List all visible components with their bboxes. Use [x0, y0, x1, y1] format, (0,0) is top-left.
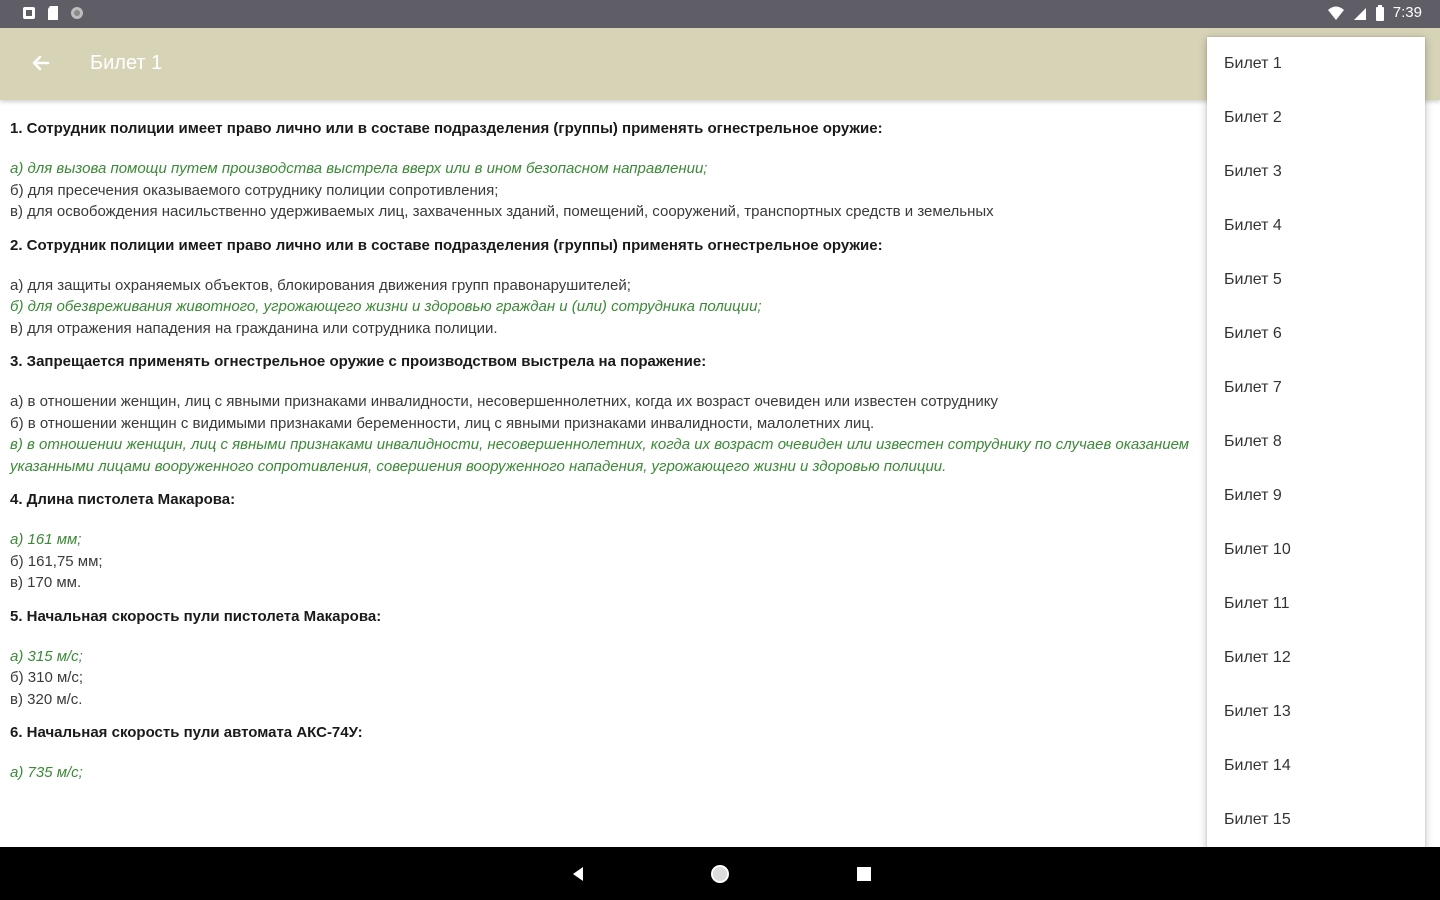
answer-option: б) для пресечения оказываемого сотруднику полиции сопротивления;	[10, 181, 499, 199]
menu-item-ticket-4[interactable]: Билет 4	[1224, 217, 1282, 234]
menu-item-ticket-9[interactable]: Билет 9	[1224, 487, 1282, 504]
wifi-icon	[1327, 5, 1345, 21]
question-text: 4. Длина пистолета Макарова:	[10, 491, 236, 508]
correct-answer: а) 315 м/с;	[10, 647, 83, 665]
menu-item-ticket-3[interactable]: Билет 3	[1224, 163, 1282, 180]
page-title: Билет 1	[90, 52, 163, 74]
answer-option: в) для отражения нападения на гражданина или сотрудника полиции.	[10, 319, 498, 337]
menu-item-ticket-2[interactable]: Билет 2	[1224, 109, 1282, 126]
status-bar-right	[1327, 4, 1422, 21]
correct-answer: б) для обезвреживания животного, угрожающего жизни и здоровью граждан и (или) сотрудника полиции;	[10, 298, 762, 315]
question-text: 5. Начальная скорость пули пистолета Макарова:	[10, 607, 382, 625]
menu-item-ticket-8[interactable]: Билет 8	[1224, 433, 1282, 450]
menu-item-ticket-11[interactable]: Билет 11	[1224, 595, 1290, 612]
notification-icon	[22, 5, 36, 21]
answer-option: б) 161,75 мм;	[10, 552, 103, 570]
correct-answer: в) в отношении женщин, лиц с явными признаками инвалидности, несовершеннолетних, когда их возраст очевиден или известен сотруднику по случаев оказанием указанными лицами вооруженного сопротивления, совершения вооруженного нападения, угрожающего жизни и здоровью полиции.	[10, 436, 1190, 475]
menu-item-ticket-10[interactable]: Билет 10	[1224, 541, 1291, 558]
navigation-bar	[0, 847, 1440, 900]
correct-answer: а) для вызова помощи путем производства выстрела вверх или в ином безопасном направлении;	[10, 160, 708, 177]
menu-item-ticket-12[interactable]: Билет 12	[1224, 649, 1291, 666]
ticket-dropdown-menu[interactable]	[1207, 37, 1425, 850]
menu-item-ticket-7[interactable]: Билет 7	[1224, 379, 1282, 396]
answer-option: а) для защиты охраняемых объектов, блокирования движения групп правонарушителей;	[10, 276, 631, 294]
answer-option: б) в отношении женщин с видимыми признаками беременности, лиц с явными признаками инвалидности, малолетних лиц.	[10, 414, 875, 432]
correct-answer: а) 735 м/с;	[10, 764, 83, 781]
menu-item-ticket-15[interactable]: Билет 15	[1224, 811, 1291, 828]
answer-option: в) 320 м/с.	[10, 690, 83, 708]
nav-recents-icon[interactable]	[851, 861, 877, 887]
nav-home-icon[interactable]	[707, 861, 733, 887]
question-text: 6. Начальная скорость пули автомата АКС-74У:	[10, 724, 363, 741]
question-text: 2. Сотрудник полиции имеет право лично или в составе подразделения (группы) применять огнестрельное оружие:	[10, 236, 883, 254]
nav-back-icon[interactable]	[565, 861, 591, 887]
menu-item-ticket-14[interactable]: Билет 14	[1224, 757, 1291, 774]
menu-item-ticket-5[interactable]: Билет 5	[1224, 271, 1282, 288]
question-text: 3. Запрещается применять огнестрельное оружие с производством выстрела на поражение:	[10, 353, 707, 370]
answer-option: в) 170 мм.	[10, 574, 82, 591]
sd-card-icon	[46, 5, 60, 21]
correct-answer: а) 161 мм;	[10, 531, 82, 548]
back-arrow-icon[interactable]	[22, 46, 58, 82]
menu-item-ticket-13[interactable]: Билет 13	[1224, 703, 1291, 720]
status-bar-left-icons	[22, 5, 84, 21]
status-time: 7:39	[1392, 4, 1422, 21]
question-text: 1. Сотрудник полиции имеет право лично или в составе подразделения (группы) применять огнестрельное оружие:	[10, 120, 883, 137]
menu-item-ticket-6[interactable]: Билет 6	[1224, 325, 1282, 342]
status-bar	[0, 0, 1440, 28]
sync-icon	[70, 5, 84, 21]
answer-option: б) 310 м/с;	[10, 669, 84, 686]
battery-icon	[1375, 5, 1385, 21]
signal-icon	[1353, 5, 1367, 21]
answer-option: а) в отношении женщин, лиц с явными признаками инвалидности, несовершеннолетних, когда их возраст очевиден или известен сотруднику	[10, 393, 998, 410]
menu-item-ticket-1[interactable]: Билет 1	[1224, 55, 1282, 72]
answer-option: в) для освобождения насильственно удерживаемых лиц, захваченных зданий, помещений, сооружений, транспортных средств и земельных	[10, 203, 994, 220]
